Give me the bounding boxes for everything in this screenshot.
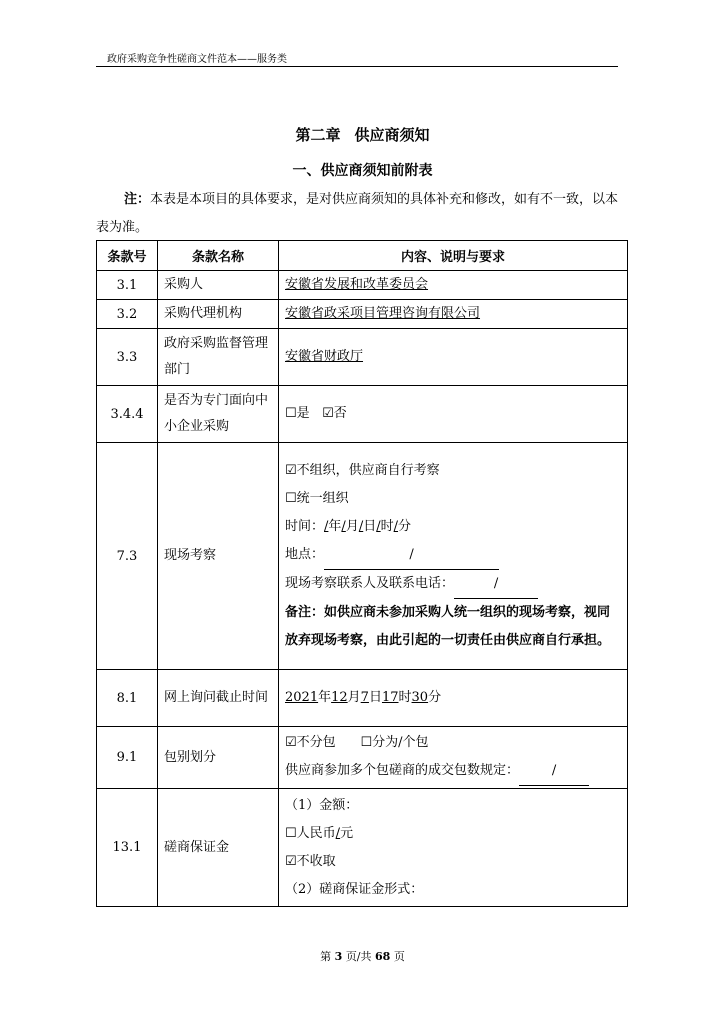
checkbox-checked-icon[interactable]: ☑ bbox=[322, 406, 334, 421]
clause-name: 采购人 bbox=[158, 271, 279, 300]
clause-no: 3.1 bbox=[97, 271, 158, 300]
table-row: 13.1 磋商保证金 （1）金额： ☐人民币/元 ☑不收取 （2）磋商保证金形式： bbox=[97, 789, 628, 907]
table-row bbox=[97, 329, 628, 386]
table-row bbox=[97, 670, 628, 727]
table-row bbox=[97, 271, 628, 300]
col-header-no: 条款号 bbox=[97, 241, 158, 271]
chapter-name: 供应商须知 bbox=[354, 126, 430, 144]
agency-value: 安徽省政采项目管理咨询有限公司 bbox=[285, 306, 481, 321]
note-paragraph bbox=[96, 186, 621, 242]
clause-name: 网上询问截止时间 bbox=[158, 670, 279, 727]
checkbox-unchecked-icon[interactable]: ☐ bbox=[285, 491, 297, 506]
site-visit-contact: 现场考察联系人及联系电话： / bbox=[285, 570, 621, 599]
no-organize-label: 不组织，供应商自行考察 bbox=[296, 463, 440, 478]
yes-option-label: 是 bbox=[296, 406, 310, 421]
site-visit-time: 时间：/年/月/日/时/分 bbox=[285, 519, 412, 534]
checkbox-unchecked-icon[interactable]: ☐ bbox=[285, 406, 297, 421]
site-visit-remark: 备注：如供应商未参加采购人统一组织的现场考察，视同放弃现场考察，由此引起的一切责任由供应商自行承担。 bbox=[285, 605, 611, 648]
table-row bbox=[97, 386, 628, 443]
supplier-notice-table bbox=[96, 240, 628, 907]
page-total: 68 bbox=[375, 950, 391, 963]
header-divider bbox=[96, 66, 618, 67]
site-visit-place: 地点： / bbox=[285, 541, 621, 570]
clause-no: 9.1 bbox=[97, 727, 158, 789]
note-label: 注： bbox=[124, 192, 151, 207]
no-option-label: 否 bbox=[333, 406, 347, 421]
table-row bbox=[97, 443, 628, 670]
checkbox-unchecked-icon[interactable]: ☐ bbox=[360, 735, 373, 750]
checkbox-checked-icon[interactable]: ☑ bbox=[285, 853, 297, 869]
checkbox-unchecked-icon[interactable]: ☐ bbox=[285, 825, 297, 841]
split-label: 分为/个包 bbox=[372, 735, 429, 750]
table-row bbox=[97, 727, 628, 789]
multi-package-rule: 供应商参加多个包磋商的成交包数规定： / bbox=[285, 757, 621, 786]
clause-no: 8.1 bbox=[97, 670, 158, 727]
checkbox-checked-icon[interactable]: ☑ bbox=[285, 735, 297, 750]
col-header-content: 内容、说明与要求 bbox=[279, 241, 628, 271]
organize-label: 统一组织 bbox=[296, 491, 349, 506]
page-header: 政府采购竞争性磋商文件范本——服务类 bbox=[107, 54, 287, 65]
table-row bbox=[97, 300, 628, 329]
table-header-row bbox=[97, 241, 628, 271]
col-header-name: 条款名称 bbox=[158, 241, 279, 271]
clause-name: 政府采购监督管理部门 bbox=[158, 329, 279, 386]
clause-no: 7.3 bbox=[97, 443, 158, 670]
inquiry-deadline: 2021年12月7日17时30分 bbox=[279, 670, 628, 727]
clause-no: 13.1 bbox=[97, 789, 158, 907]
clause-name: 磋商保证金 bbox=[158, 789, 279, 907]
clause-no: 3.2 bbox=[97, 300, 158, 329]
clause-name: 采购代理机构 bbox=[158, 300, 279, 329]
no-split-label: 不分包 bbox=[296, 735, 336, 750]
section-title: 一、供应商须知前附表 bbox=[292, 163, 433, 179]
chapter-number: 第二章 bbox=[295, 126, 341, 144]
page-footer: 第 3 页/共 68 页 bbox=[320, 950, 405, 963]
checkbox-checked-icon[interactable]: ☑ bbox=[285, 463, 297, 478]
supervisor-value: 安徽省财政厅 bbox=[285, 349, 364, 364]
clause-name: 现场考察 bbox=[158, 443, 279, 670]
deposit-form-label: （2）磋商保证金形式： bbox=[285, 881, 424, 897]
deposit-amount-label: （1）金额： bbox=[285, 797, 359, 813]
clause-name: 包别划分 bbox=[158, 727, 279, 789]
note-text: 本表是本项目的具体要求，是对供应商须知的具体补充和修改，如有不一致，以本表为准。 bbox=[96, 192, 619, 235]
page-number: 3 bbox=[334, 950, 343, 963]
purchaser-value: 安徽省发展和改革委员会 bbox=[285, 277, 429, 292]
clause-no: 3.3 bbox=[97, 329, 158, 386]
clause-name: 是否为专门面向中小企业采购 bbox=[158, 386, 279, 443]
not-collected-label: 不收取 bbox=[296, 853, 336, 869]
chapter-title bbox=[0, 124, 725, 145]
clause-no: 3.4.4 bbox=[97, 386, 158, 443]
